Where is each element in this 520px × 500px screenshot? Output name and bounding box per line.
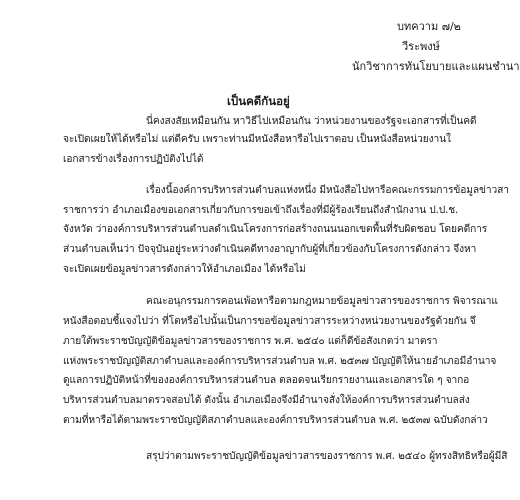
text-line: ส่วนตำบลเห็นว่า ปัจจุบันอยู่ระหว่างดำเนินคดีทางอาญากับผู้ที่เกี่ยวข้องกับโครงการดังกล่าว จึงหา	[63, 244, 477, 255]
text-line: เอกสารข้างเรื่องการปฏิบัติงไปได้	[63, 154, 204, 165]
text-line: จังหวัด ว่าองค์การบริหารส่วนตำบลดำเนินโครงการก่อสร้างถนนนอกเขตพื้นที่รับผิดชอบ โดยคดีการ	[63, 224, 488, 235]
text-line: คณะอนุกรรมการคอนเพ้อหารือตามกฎหมายข้อมูลข่าวสารของราชการ พิจารณาแ	[146, 296, 498, 307]
text-line: ภายใต้พระราชบัญญัติข้อมูลข่าวสารของราชการ พ.ศ. ๒๕๔๐ แต่ก็ดีข้อสังเกตว่า มาตรา	[63, 336, 438, 347]
document-title: เป็นคดีกันอยู่	[227, 94, 290, 108]
text-line: ตามที่หารือได้ตามพระราชบัญญัติสภาตำบลและองค์การบริหารส่วนตำบล พ.ศ. ๒๕๓๗ ฉบับดังกล่าว	[63, 415, 488, 426]
text-line: นี่คงสงสัยเหมือนกัน หาวิธีไปเหมือนกัน ว่าหน่วยงานของรัฐจะเอกสารที่เป็นคดี	[146, 116, 477, 127]
author-name: วีระพงษ์	[402, 40, 440, 53]
text-line: จะเปิดเผยข้อมูลข่าวสารดังกล่าวให้อำเภอเมือง ได้หรือไม่	[63, 264, 306, 275]
text-line: หนังสือตอบชี้แจงไปว่า ที่โตหรือไปนั้นเป็นการขอข้อมูลข่าวสารระหว่างหน่วยงานของรัฐด้วยกัน จึ	[63, 316, 476, 327]
text-line: ดูแลการปฏิบัติหน้าที่ขององค์การบริหารส่วนตำบล ตลอดจนเรียกรายงานและเอกสารใด ๆ จากอ	[63, 375, 470, 386]
article-number: บทความ ๗/๒	[397, 20, 461, 33]
text-line: บริหารส่วนตำบลมาตรวจสอบได้ ดังนั้น อำเภอเมืองจึงมีอำนาจสั่งให้องค์การบริหารส่วนตำบลส่ง	[63, 395, 470, 406]
text-line: เรื่องนี้องค์การบริหารส่วนตำบลแห่งหนึ่ง มีหนังสือไปหารือคณะกรรมการข้อมูลข่าวสา	[146, 185, 509, 196]
text-line: สรุปว่าตามพระราชบัญญัติข้อมูลข่าวสารของราชการ พ.ศ. ๒๕๔๐ ผู้ทรงสิทธิหรือผู้มีสิ	[146, 451, 508, 462]
author-position: นักวิชาการทันโยบายและแผนชำนา	[352, 60, 520, 73]
text-line: แห่งพระราชบัญญัติสภาตำบลและองค์การบริหารส่วนตำบล พ.ศ. ๒๕๓๗ บัญญัติให้นายอำเภอมีอำนาจ	[63, 356, 497, 367]
text-line: ราชการว่า อำเภอเมืองขอเอกสารเกี่ยวกับการขอเข้าถึงเรื่องที่มีผู้ร้องเรียนถึงสำนักงาน ป.ป.ช.	[63, 205, 459, 216]
text-line: จะเปิดเผยให้ได้หรือไม่ แต่ดีครับ เพราะท่านมีหนังสือหารือไปเราตอบ เป็นหนังสือหน่วยงานใ	[63, 134, 451, 145]
